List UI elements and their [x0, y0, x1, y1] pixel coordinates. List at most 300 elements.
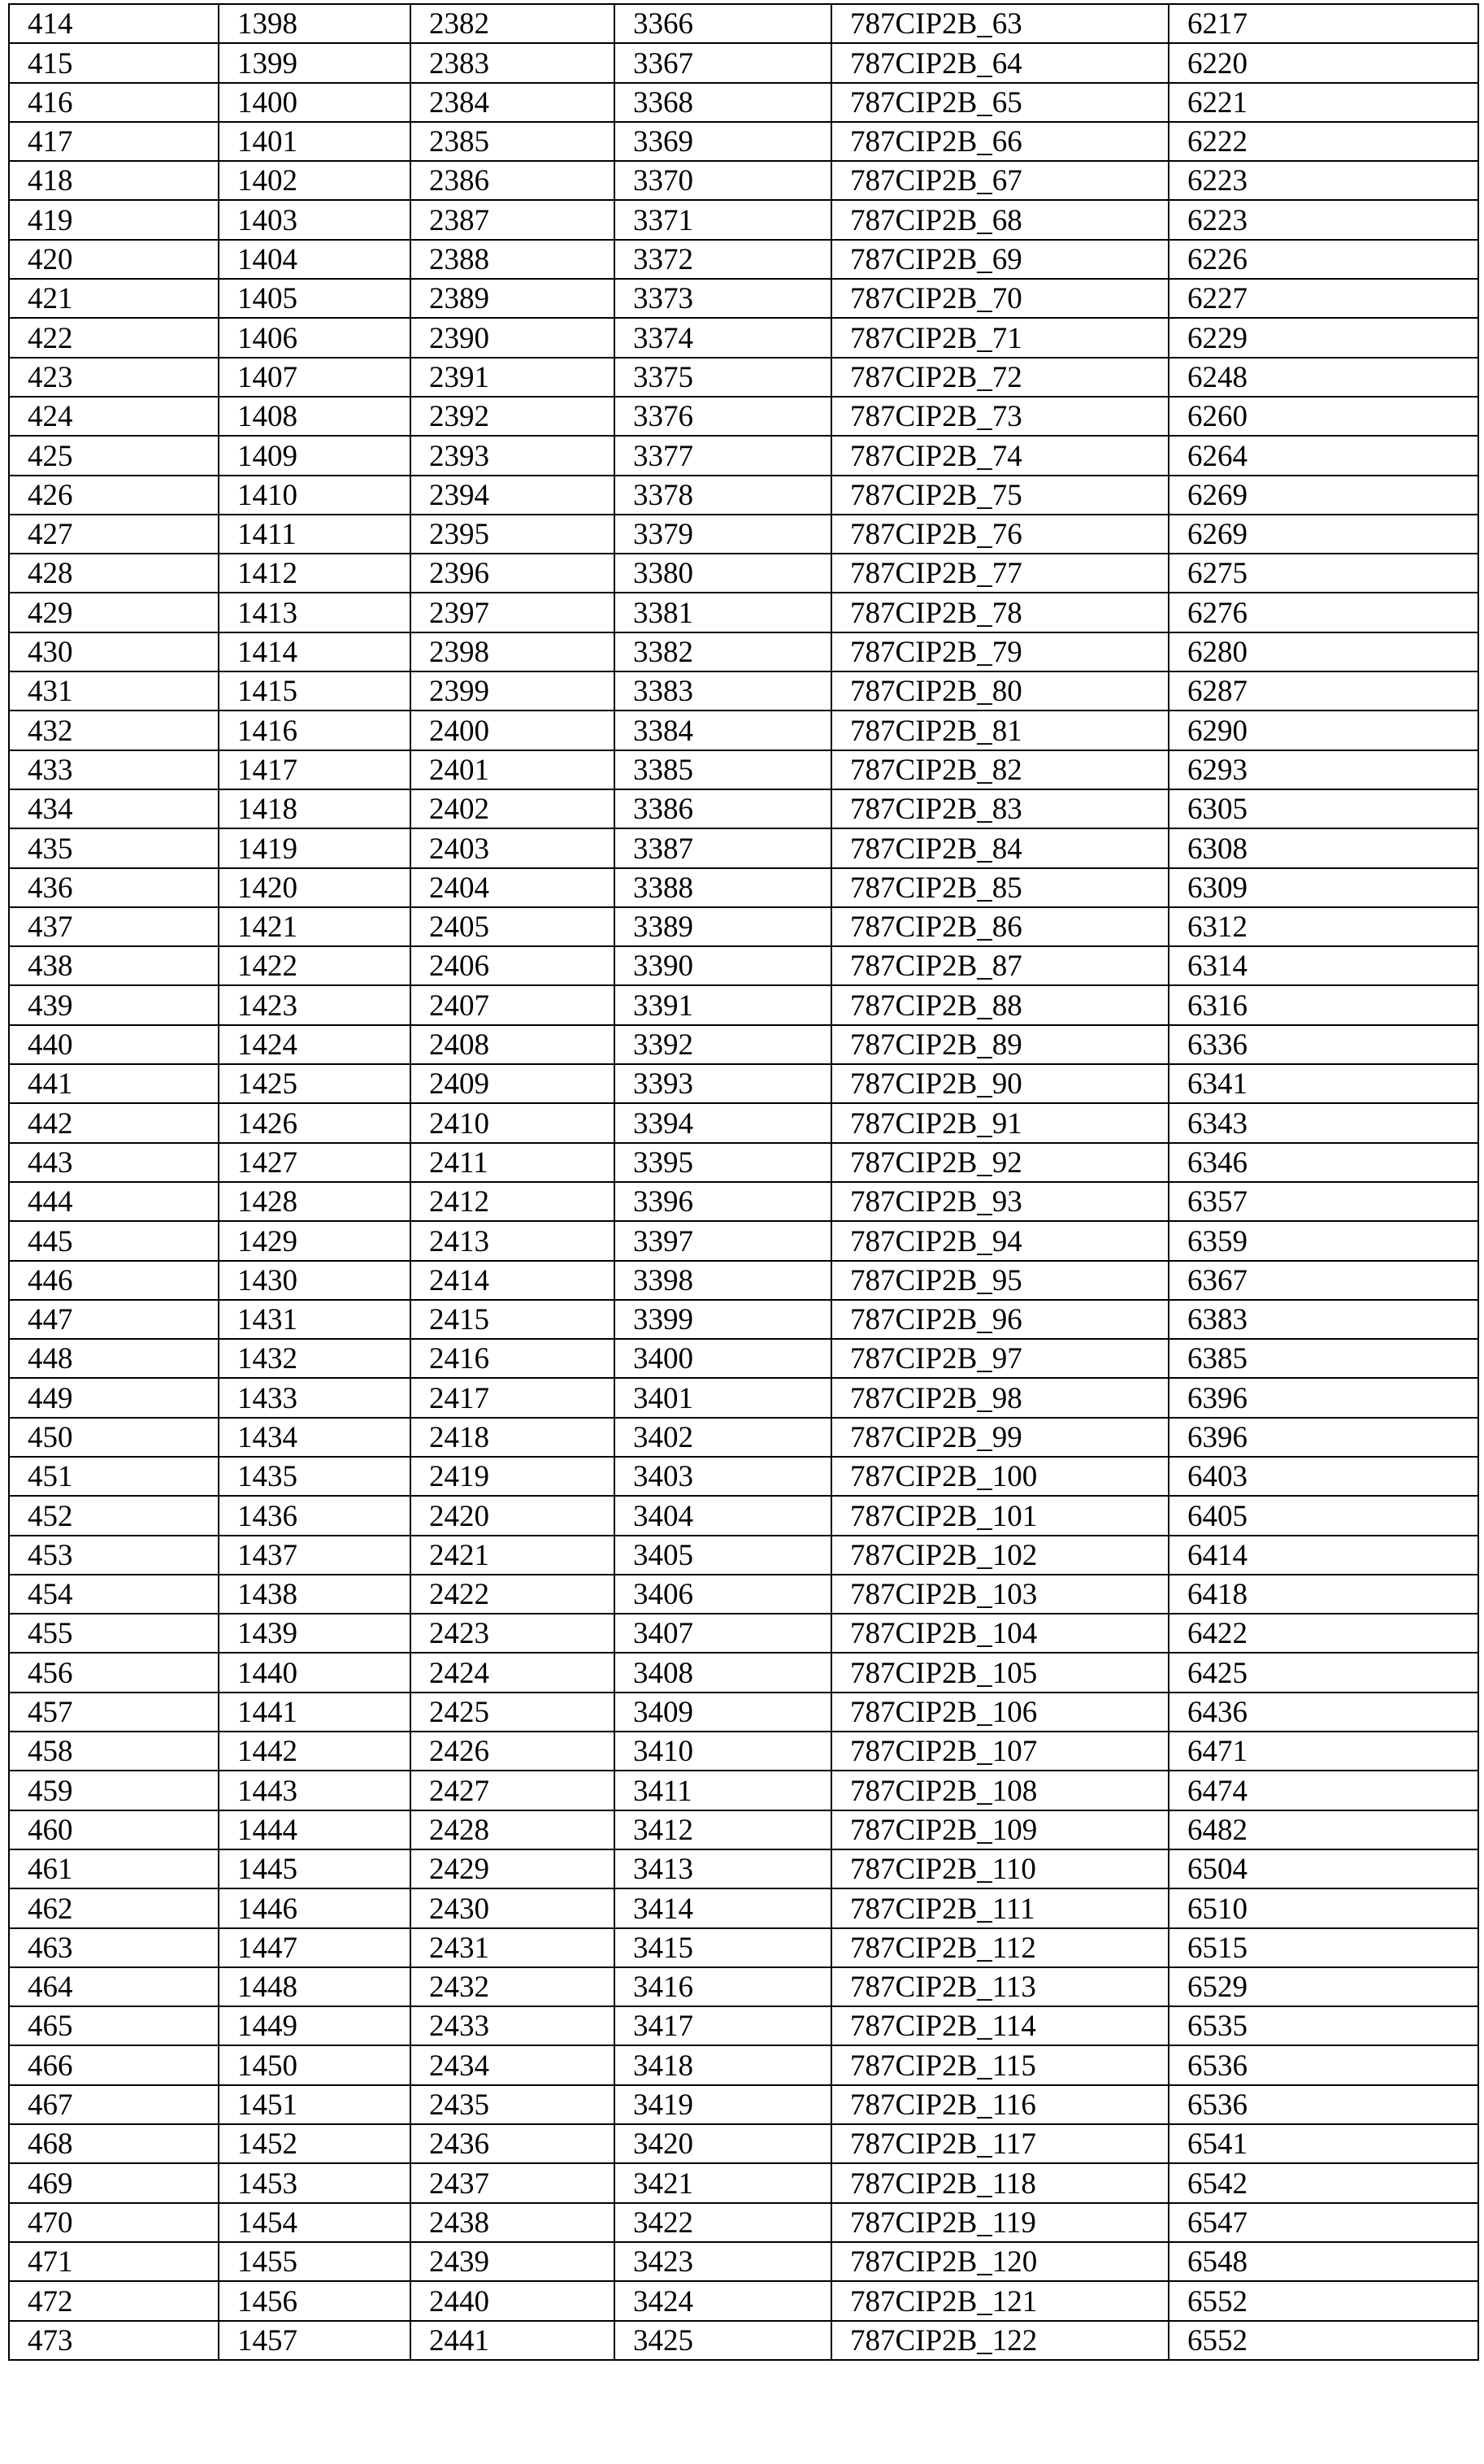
table-cell-col-5: 787CIP2B_109 [831, 1810, 1169, 1849]
table-cell-col-4: 3421 [614, 2163, 831, 2202]
table-cell-col-6: 6223 [1169, 200, 1478, 239]
table-cell-col-3: 2397 [410, 593, 614, 632]
table-cell-col-2: 1410 [219, 476, 410, 515]
table-cell-col-4: 3371 [614, 200, 831, 239]
table-cell-col-4: 3422 [614, 2203, 831, 2242]
table-row [9, 1888, 1478, 1927]
table-cell-col-5: 787CIP2B_110 [831, 1849, 1169, 1888]
table-cell-col-5: 787CIP2B_69 [831, 240, 1169, 279]
table-cell-col-2: 1426 [219, 1103, 410, 1142]
table-cell-col-2: 1434 [219, 1418, 410, 1457]
table-cell-col-6: 6396 [1169, 1378, 1478, 1417]
table-cell-col-2: 1404 [219, 240, 410, 279]
table-cell-col-4: 3373 [614, 279, 831, 318]
table-cell-col-5: 787CIP2B_76 [831, 515, 1169, 554]
table-row [9, 1261, 1478, 1300]
table-cell-col-2: 1442 [219, 1732, 410, 1771]
table-cell-col-5: 787CIP2B_63 [831, 4, 1169, 43]
table-cell-col-6: 6220 [1169, 43, 1478, 82]
table-cell-col-5: 787CIP2B_71 [831, 318, 1169, 357]
table-cell-col-1: 454 [9, 1575, 219, 1614]
table-cell-col-4: 3380 [614, 554, 831, 593]
table-cell-col-2: 1437 [219, 1536, 410, 1575]
table-cell-col-4: 3404 [614, 1496, 831, 1535]
table-cell-col-3: 2429 [410, 1849, 614, 1888]
table-row [9, 122, 1478, 161]
table-row [9, 1967, 1478, 2006]
table-cell-col-5: 787CIP2B_89 [831, 1025, 1169, 1064]
table-cell-col-5: 787CIP2B_90 [831, 1064, 1169, 1103]
table-cell-col-5: 787CIP2B_80 [831, 671, 1169, 711]
table-cell-col-6: 6418 [1169, 1575, 1478, 1614]
table-cell-col-6: 6515 [1169, 1928, 1478, 1967]
table-cell-col-2: 1428 [219, 1182, 410, 1221]
table-cell-col-6: 6414 [1169, 1536, 1478, 1575]
table-cell-col-1: 458 [9, 1732, 219, 1771]
table-cell-col-5: 787CIP2B_86 [831, 907, 1169, 946]
table-cell-col-2: 1413 [219, 593, 410, 632]
table-cell-col-4: 3417 [614, 2006, 831, 2045]
table-cell-col-1: 434 [9, 789, 219, 828]
table-cell-col-2: 1423 [219, 985, 410, 1024]
table-row [9, 828, 1478, 867]
table-cell-col-5: 787CIP2B_68 [831, 200, 1169, 239]
table-cell-col-3: 2415 [410, 1300, 614, 1339]
table-cell-col-6: 6547 [1169, 2203, 1478, 2242]
table-cell-col-3: 2406 [410, 946, 614, 985]
table-cell-col-4: 3381 [614, 593, 831, 632]
table-cell-col-4: 3394 [614, 1103, 831, 1142]
table-cell-col-2: 1419 [219, 828, 410, 867]
table-cell-col-2: 1399 [219, 43, 410, 82]
table-cell-col-3: 2395 [410, 515, 614, 554]
table-cell-col-4: 3384 [614, 711, 831, 750]
table-cell-col-4: 3403 [614, 1457, 831, 1496]
table-cell-col-1: 451 [9, 1457, 219, 1496]
table-cell-col-5: 787CIP2B_114 [831, 2006, 1169, 2045]
table-cell-col-2: 1435 [219, 1457, 410, 1496]
table-cell-col-1: 469 [9, 2163, 219, 2202]
table-cell-col-5: 787CIP2B_78 [831, 593, 1169, 632]
table-cell-col-5: 787CIP2B_100 [831, 1457, 1169, 1496]
table-cell-col-4: 3378 [614, 476, 831, 515]
table-cell-col-1: 471 [9, 2242, 219, 2281]
table-cell-col-6: 6552 [1169, 2281, 1478, 2320]
table-cell-col-3: 2408 [410, 1025, 614, 1064]
table-row [9, 632, 1478, 671]
table-cell-col-1: 461 [9, 1849, 219, 1888]
table-cell-col-1: 417 [9, 122, 219, 161]
table-cell-col-1: 420 [9, 240, 219, 279]
table-cell-col-2: 1416 [219, 711, 410, 750]
table-cell-col-2: 1407 [219, 358, 410, 397]
table-cell-col-3: 2402 [410, 789, 614, 828]
table-cell-col-5: 787CIP2B_117 [831, 2124, 1169, 2163]
table-cell-col-5: 787CIP2B_82 [831, 750, 1169, 789]
table-cell-col-5: 787CIP2B_73 [831, 397, 1169, 436]
table-cell-col-4: 3376 [614, 397, 831, 436]
table-cell-col-5: 787CIP2B_64 [831, 43, 1169, 82]
table-row [9, 2124, 1478, 2163]
table-cell-col-4: 3393 [614, 1064, 831, 1103]
table-row [9, 1143, 1478, 1182]
table-cell-col-4: 3412 [614, 1810, 831, 1849]
table-cell-col-3: 2424 [410, 1653, 614, 1692]
table-cell-col-4: 3423 [614, 2242, 831, 2281]
table-cell-col-5: 787CIP2B_122 [831, 2321, 1169, 2360]
table-cell-col-1: 449 [9, 1378, 219, 1417]
table-cell-col-3: 2400 [410, 711, 614, 750]
table-cell-col-4: 3387 [614, 828, 831, 867]
table-cell-col-6: 6359 [1169, 1221, 1478, 1260]
table-row [9, 240, 1478, 279]
table-row [9, 1849, 1478, 1888]
table-row [9, 43, 1478, 82]
table-cell-col-1: 428 [9, 554, 219, 593]
table-cell-col-1: 456 [9, 1653, 219, 1692]
table-cell-col-4: 3400 [614, 1339, 831, 1378]
table-cell-col-2: 1438 [219, 1575, 410, 1614]
table-cell-col-5: 787CIP2B_87 [831, 946, 1169, 985]
table-cell-col-2: 1425 [219, 1064, 410, 1103]
table-cell-col-6: 6529 [1169, 1967, 1478, 2006]
table-cell-col-4: 3406 [614, 1575, 831, 1614]
table-cell-col-1: 466 [9, 2045, 219, 2084]
table-cell-col-5: 787CIP2B_103 [831, 1575, 1169, 1614]
table-cell-col-3: 2431 [410, 1928, 614, 1967]
table-cell-col-5: 787CIP2B_104 [831, 1614, 1169, 1653]
table-row [9, 436, 1478, 475]
table-cell-col-1: 430 [9, 632, 219, 671]
table-cell-col-6: 6229 [1169, 318, 1478, 357]
table-cell-col-4: 3396 [614, 1182, 831, 1221]
table-cell-col-1: 473 [9, 2321, 219, 2360]
table-cell-col-4: 3415 [614, 1928, 831, 1967]
table-cell-col-4: 3398 [614, 1261, 831, 1300]
table-cell-col-1: 441 [9, 1064, 219, 1103]
table-cell-col-1: 465 [9, 2006, 219, 2045]
table-cell-col-1: 440 [9, 1025, 219, 1064]
table-cell-col-5: 787CIP2B_116 [831, 2085, 1169, 2124]
table-cell-col-6: 6221 [1169, 83, 1478, 122]
table-row [9, 397, 1478, 436]
table-cell-col-1: 415 [9, 43, 219, 82]
table-cell-col-4: 3409 [614, 1693, 831, 1732]
table-cell-col-2: 1411 [219, 515, 410, 554]
table-row [9, 1810, 1478, 1849]
table-row [9, 1457, 1478, 1496]
table-cell-col-1: 422 [9, 318, 219, 357]
table-cell-col-2: 1455 [219, 2242, 410, 2281]
table-cell-col-5: 787CIP2B_112 [831, 1928, 1169, 1967]
table-cell-col-1: 427 [9, 515, 219, 554]
table-row [9, 2045, 1478, 2084]
table-row [9, 83, 1478, 122]
table-cell-col-1: 452 [9, 1496, 219, 1535]
table-cell-col-6: 6536 [1169, 2085, 1478, 2124]
sequence-table [8, 3, 1479, 2361]
table-cell-col-4: 3369 [614, 122, 831, 161]
table-cell-col-1: 414 [9, 4, 219, 43]
table-cell-col-1: 416 [9, 83, 219, 122]
table-cell-col-5: 787CIP2B_88 [831, 985, 1169, 1024]
table-cell-col-5: 787CIP2B_79 [831, 632, 1169, 671]
table-cell-col-6: 6471 [1169, 1732, 1478, 1771]
table-row [9, 750, 1478, 789]
table-cell-col-3: 2404 [410, 868, 614, 907]
table-cell-col-5: 787CIP2B_119 [831, 2203, 1169, 2242]
table-cell-col-3: 2433 [410, 2006, 614, 2045]
table-cell-col-4: 3401 [614, 1378, 831, 1417]
table-cell-col-1: 426 [9, 476, 219, 515]
table-cell-col-1: 447 [9, 1300, 219, 1339]
table-cell-col-1: 433 [9, 750, 219, 789]
table-cell-col-3: 2419 [410, 1457, 614, 1496]
table-cell-col-2: 1456 [219, 2281, 410, 2320]
table-cell-col-2: 1400 [219, 83, 410, 122]
table-cell-col-3: 2385 [410, 122, 614, 161]
table-cell-col-6: 6357 [1169, 1182, 1478, 1221]
table-cell-col-5: 787CIP2B_94 [831, 1221, 1169, 1260]
table-cell-col-3: 2392 [410, 397, 614, 436]
table-cell-col-6: 6264 [1169, 436, 1478, 475]
table-cell-col-3: 2439 [410, 2242, 614, 2281]
table-cell-col-6: 6542 [1169, 2163, 1478, 2202]
table-cell-col-3: 2399 [410, 671, 614, 711]
table-cell-col-2: 1415 [219, 671, 410, 711]
table-cell-col-4: 3414 [614, 1888, 831, 1927]
table-cell-col-1: 445 [9, 1221, 219, 1260]
table-cell-col-3: 2409 [410, 1064, 614, 1103]
table-cell-col-5: 787CIP2B_81 [831, 711, 1169, 750]
table-cell-col-3: 2436 [410, 2124, 614, 2163]
table-cell-col-6: 6293 [1169, 750, 1478, 789]
table-cell-col-4: 3419 [614, 2085, 831, 2124]
table-cell-col-3: 2390 [410, 318, 614, 357]
table-cell-col-3: 2388 [410, 240, 614, 279]
table-row [9, 1339, 1478, 1378]
table-cell-col-6: 6474 [1169, 1771, 1478, 1810]
table-row [9, 200, 1478, 239]
table-cell-col-6: 6275 [1169, 554, 1478, 593]
table-cell-col-3: 2438 [410, 2203, 614, 2242]
table-row [9, 2321, 1478, 2360]
table-cell-col-4: 3367 [614, 43, 831, 82]
table-cell-col-6: 6343 [1169, 1103, 1478, 1142]
table-cell-col-5: 787CIP2B_101 [831, 1496, 1169, 1535]
table-row [9, 1103, 1478, 1142]
table-cell-col-2: 1453 [219, 2163, 410, 2202]
table-cell-col-5: 787CIP2B_83 [831, 789, 1169, 828]
table-cell-col-2: 1444 [219, 1810, 410, 1849]
table-cell-col-1: 437 [9, 907, 219, 946]
table-cell-col-4: 3425 [614, 2321, 831, 2360]
table-cell-col-1: 467 [9, 2085, 219, 2124]
table-row [9, 1496, 1478, 1535]
table-cell-col-3: 2401 [410, 750, 614, 789]
table-cell-col-5: 787CIP2B_91 [831, 1103, 1169, 1142]
table-cell-col-4: 3418 [614, 2045, 831, 2084]
table-cell-col-6: 6341 [1169, 1064, 1478, 1103]
table-cell-col-3: 2405 [410, 907, 614, 946]
table-cell-col-5: 787CIP2B_115 [831, 2045, 1169, 2084]
table-row [9, 2006, 1478, 2045]
table-cell-col-1: 453 [9, 1536, 219, 1575]
table-row [9, 1064, 1478, 1103]
table-cell-col-5: 787CIP2B_66 [831, 122, 1169, 161]
table-cell-col-1: 431 [9, 671, 219, 711]
table-cell-col-4: 3388 [614, 868, 831, 907]
table-cell-col-6: 6226 [1169, 240, 1478, 279]
table-row [9, 4, 1478, 43]
table-cell-col-3: 2422 [410, 1575, 614, 1614]
table-cell-col-2: 1430 [219, 1261, 410, 1300]
table-cell-col-3: 2425 [410, 1693, 614, 1732]
table-cell-col-1: 419 [9, 200, 219, 239]
table-row [9, 907, 1478, 946]
table-cell-col-6: 6383 [1169, 1300, 1478, 1339]
table-cell-col-5: 787CIP2B_75 [831, 476, 1169, 515]
table-cell-col-1: 470 [9, 2203, 219, 2242]
table-cell-col-6: 6309 [1169, 868, 1478, 907]
table-row [9, 711, 1478, 750]
table-cell-col-2: 1457 [219, 2321, 410, 2360]
table-cell-col-3: 2437 [410, 2163, 614, 2202]
table-cell-col-3: 2430 [410, 1888, 614, 1927]
table-cell-col-3: 2434 [410, 2045, 614, 2084]
table-cell-col-5: 787CIP2B_77 [831, 554, 1169, 593]
table-cell-col-4: 3377 [614, 436, 831, 475]
table-cell-col-3: 2387 [410, 200, 614, 239]
table-cell-col-6: 6269 [1169, 476, 1478, 515]
table-cell-col-3: 2413 [410, 1221, 614, 1260]
table-row [9, 554, 1478, 593]
table-cell-col-5: 787CIP2B_98 [831, 1378, 1169, 1417]
table-cell-col-5: 787CIP2B_121 [831, 2281, 1169, 2320]
table-cell-col-6: 6403 [1169, 1457, 1478, 1496]
table-cell-col-4: 3391 [614, 985, 831, 1024]
table-cell-col-2: 1451 [219, 2085, 410, 2124]
table-cell-col-3: 2426 [410, 1732, 614, 1771]
table-cell-col-3: 2393 [410, 436, 614, 475]
table-cell-col-4: 3410 [614, 1732, 831, 1771]
table-cell-col-3: 2407 [410, 985, 614, 1024]
table-cell-col-6: 6227 [1169, 279, 1478, 318]
table-cell-col-2: 1409 [219, 436, 410, 475]
table-cell-col-5: 787CIP2B_96 [831, 1300, 1169, 1339]
table-cell-col-1: 472 [9, 2281, 219, 2320]
table-cell-col-1: 448 [9, 1339, 219, 1378]
table-cell-col-6: 6287 [1169, 671, 1478, 711]
table-cell-col-3: 2386 [410, 161, 614, 200]
table-cell-col-1: 418 [9, 161, 219, 200]
table-cell-col-2: 1429 [219, 1221, 410, 1260]
table-cell-col-4: 3402 [614, 1418, 831, 1457]
table-row [9, 1418, 1478, 1457]
table-row [9, 1928, 1478, 1967]
table-cell-col-6: 6217 [1169, 4, 1478, 43]
table-cell-col-4: 3416 [614, 1967, 831, 2006]
table-cell-col-1: 429 [9, 593, 219, 632]
table-cell-col-1: 444 [9, 1182, 219, 1221]
table-row [9, 1732, 1478, 1771]
table-cell-col-6: 6276 [1169, 593, 1478, 632]
table-cell-col-1: 457 [9, 1693, 219, 1732]
table-cell-col-5: 787CIP2B_65 [831, 83, 1169, 122]
table-row [9, 2242, 1478, 2281]
table-cell-col-5: 787CIP2B_92 [831, 1143, 1169, 1182]
table-cell-col-3: 2382 [410, 4, 614, 43]
table-cell-col-4: 3413 [614, 1849, 831, 1888]
table-cell-col-2: 1402 [219, 161, 410, 200]
table-cell-col-5: 787CIP2B_102 [831, 1536, 1169, 1575]
table-cell-col-1: 436 [9, 868, 219, 907]
table-cell-col-6: 6535 [1169, 2006, 1478, 2045]
table-cell-col-3: 2417 [410, 1378, 614, 1417]
table-cell-col-4: 3368 [614, 83, 831, 122]
table-row [9, 946, 1478, 985]
table-row [9, 1575, 1478, 1614]
table-cell-col-6: 6482 [1169, 1810, 1478, 1849]
table-cell-col-4: 3382 [614, 632, 831, 671]
table-cell-col-1: 464 [9, 1967, 219, 2006]
table-cell-col-6: 6510 [1169, 1888, 1478, 1927]
table-cell-col-4: 3392 [614, 1025, 831, 1064]
table-cell-col-3: 2383 [410, 43, 614, 82]
table-cell-col-6: 6316 [1169, 985, 1478, 1024]
table-row [9, 1221, 1478, 1260]
table-cell-col-2: 1452 [219, 2124, 410, 2163]
table-cell-col-6: 6312 [1169, 907, 1478, 946]
table-cell-col-1: 462 [9, 1888, 219, 1927]
table-cell-col-5: 787CIP2B_113 [831, 1967, 1169, 2006]
table-cell-col-2: 1449 [219, 2006, 410, 2045]
table-cell-col-2: 1440 [219, 1653, 410, 1692]
table-cell-col-2: 1422 [219, 946, 410, 985]
table-cell-col-4: 3374 [614, 318, 831, 357]
table-cell-col-5: 787CIP2B_97 [831, 1339, 1169, 1378]
table-cell-col-2: 1421 [219, 907, 410, 946]
table-body [9, 4, 1478, 2360]
table-cell-col-3: 2403 [410, 828, 614, 867]
table-cell-col-1: 463 [9, 1928, 219, 1967]
table-row [9, 1771, 1478, 1810]
table-cell-col-3: 2410 [410, 1103, 614, 1142]
table-cell-col-1: 455 [9, 1614, 219, 1653]
table-row [9, 1693, 1478, 1732]
table-cell-col-1: 435 [9, 828, 219, 867]
table-cell-col-1: 439 [9, 985, 219, 1024]
table-row [9, 2281, 1478, 2320]
table-row [9, 1614, 1478, 1653]
table-cell-col-1: 424 [9, 397, 219, 436]
table-cell-col-3: 2428 [410, 1810, 614, 1849]
table-row [9, 515, 1478, 554]
table-cell-col-1: 432 [9, 711, 219, 750]
table-cell-col-4: 3386 [614, 789, 831, 828]
table-cell-col-3: 2398 [410, 632, 614, 671]
table-cell-col-1: 468 [9, 2124, 219, 2163]
table-cell-col-4: 3408 [614, 1653, 831, 1692]
table-cell-col-6: 6536 [1169, 2045, 1478, 2084]
table-cell-col-4: 3411 [614, 1771, 831, 1810]
table-cell-col-3: 2396 [410, 554, 614, 593]
table-cell-col-2: 1443 [219, 1771, 410, 1810]
table-cell-col-3: 2391 [410, 358, 614, 397]
table-row [9, 593, 1478, 632]
table-row [9, 985, 1478, 1024]
table-row [9, 2085, 1478, 2124]
